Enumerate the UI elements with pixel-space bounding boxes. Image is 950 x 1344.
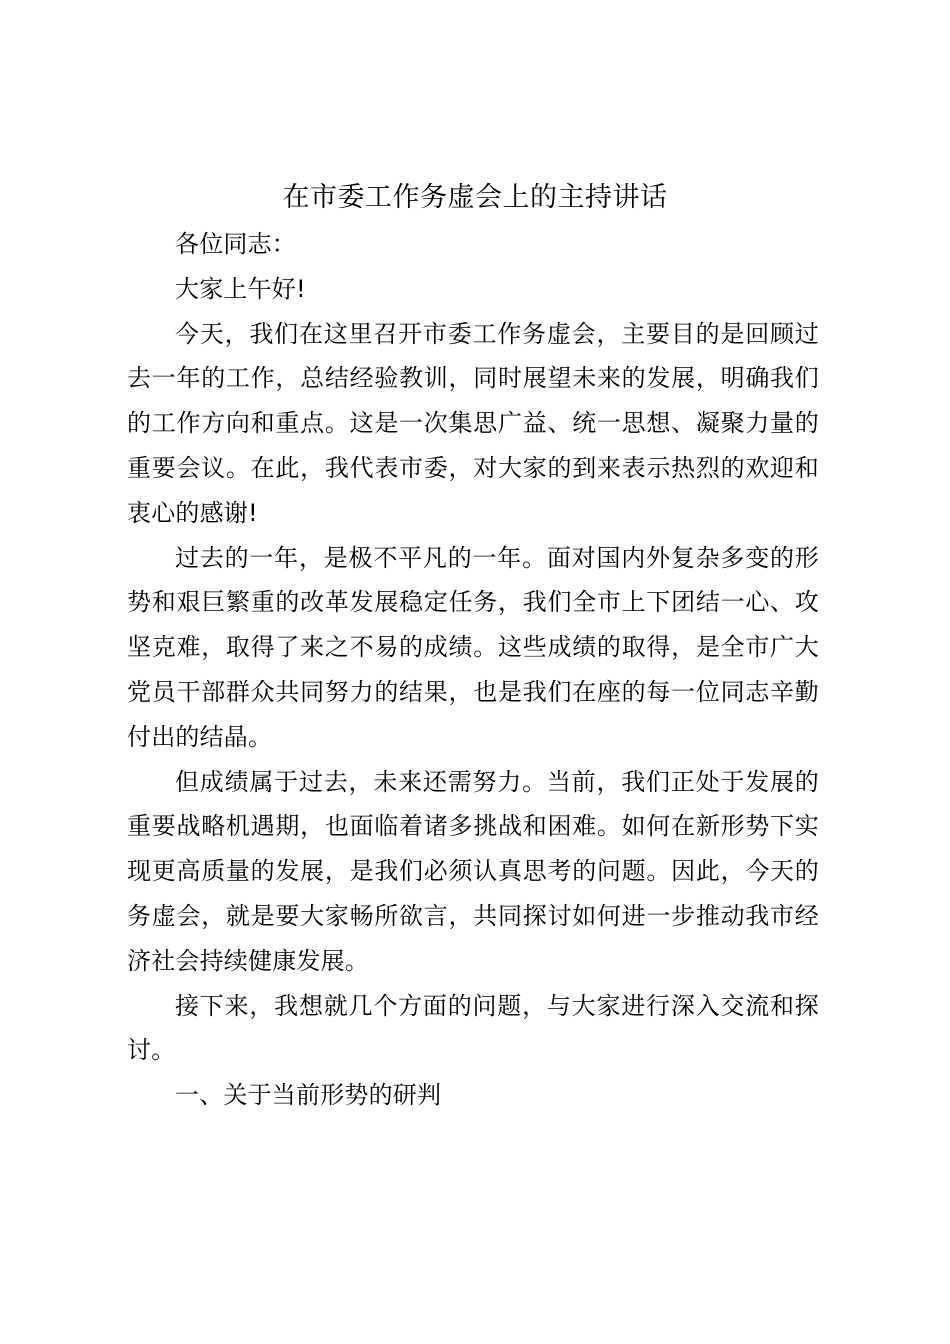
paragraph-transition: 接下来，我想就几个方面的问题，与大家进行深入交流和探讨。 (127, 991, 819, 1065)
document-body (127, 222, 819, 1118)
document-title: 在市委工作务虚会上的主持讲话 (282, 182, 668, 213)
salutation: 各位同志： (175, 230, 296, 258)
greeting: 大家上午好! (175, 274, 306, 303)
paragraph-opening: 今天，我们在这里召开市委工作务虚会，主要目的是回顾过去一年的工作，总结经验教训，同时展望未来的发展，明确我们的工作方向和重点。这是一次集思广益、统一思想、凝聚力量的重要会议。在此，我代表市委，对大家的到来表示热烈的欢迎和衷心的感谢! (127, 319, 819, 527)
paragraph-challenges: 但成绩属于过去，未来还需努力。当前，我们正处于发展的重要战略机遇期，也面临着诸多挑战和困难。如何在新形势下实现更高质量的发展，是我们必须认真思考的问题。因此，今天的务虚会，就是要大家畅所欲言，共同探讨如何进一步推动我市经济社会持续健康发展。 (127, 767, 819, 975)
section-heading: 一、关于当前形势的研判 (175, 1081, 442, 1110)
paragraph-past-year: 过去的一年，是极不平凡的一年。面对国内外复杂多变的形势和艰巨繁重的改革发展稳定任务，我们全市上下团结一心、攻坚克难，取得了来之不易的成绩。这些成绩的取得，是全市广大党员干部群众共同努力的结果，也是我们在座的每一位同志辛勤付出的结晶。 (127, 543, 819, 751)
